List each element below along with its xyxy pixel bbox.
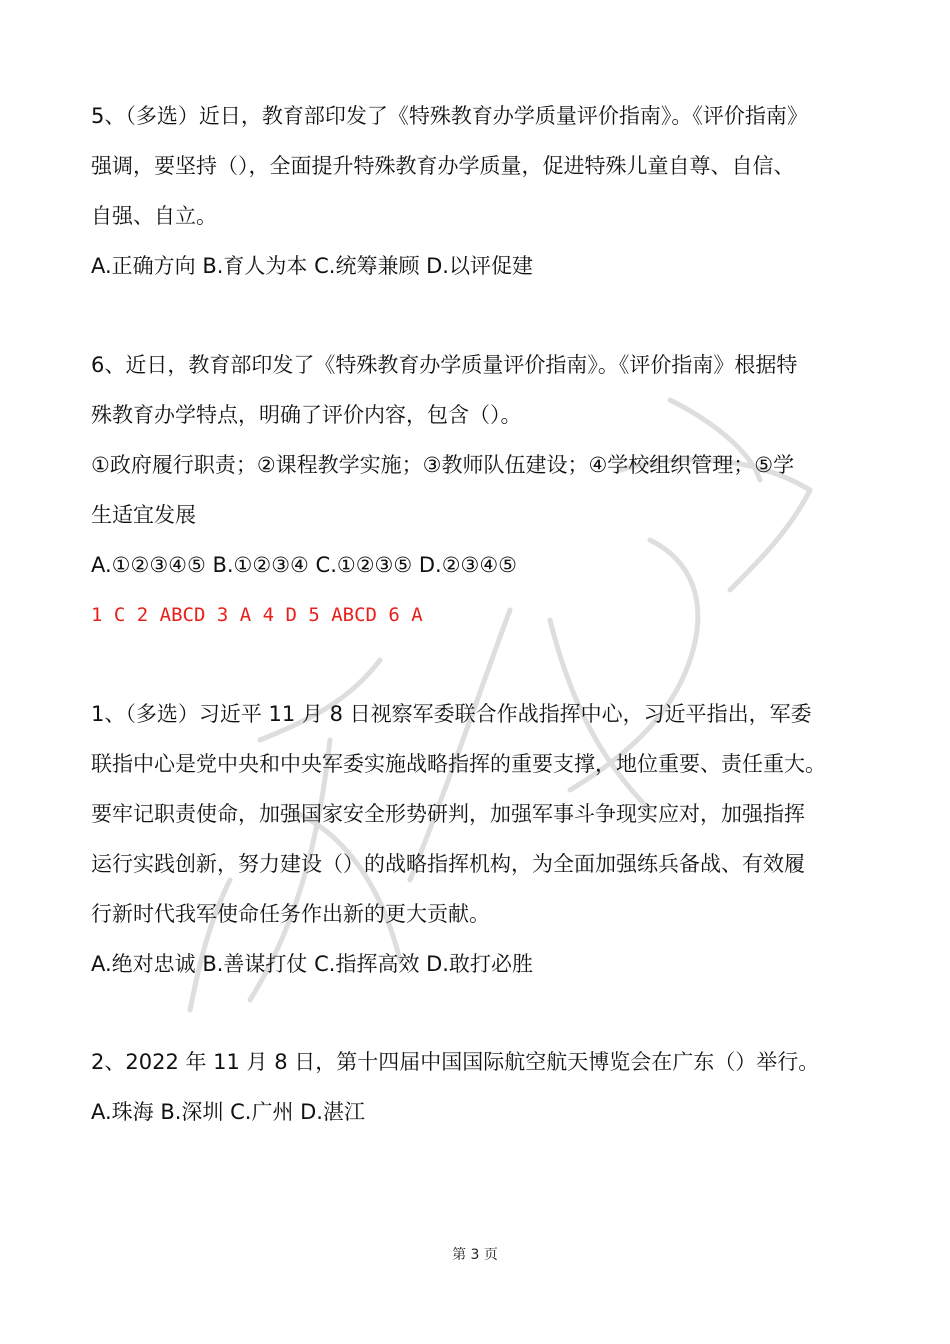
answer-key: 1 C 2 ABCD 3 A 4 D 5 ABCD 6 A [91,604,423,626]
question-5-line-2: 强调，要坚持（），全面提升特殊教育办学质量，促进特殊儿童自尊、自信、 [91,154,795,178]
question-6-line-2: 殊教育办学特点，明确了评价内容，包含（）。 [91,403,522,427]
question-1-line-4: 运行实践创新，努力建设（）的战略指挥机构，为全面加强练兵备战、有效履 [91,852,805,876]
page-number: 第 3 页 [452,1247,498,1263]
question-1-line-3: 要牢记职责使命，加强国家安全形势研判，加强军事斗争现实应对，加强指挥 [91,802,805,826]
question-1-line-5: 行新时代我军使命任务作出新的更大贡献。 [91,902,490,926]
question-1-options: A.绝对忠诚 B.善谋打仗 C.指挥高效 D.敢打必胜 [91,952,533,976]
question-5-options: A.正确方向 B.育人为本 C.统筹兼顾 D.以评促建 [91,254,533,278]
question-5-line-3: 自强、自立。 [91,204,217,228]
question-1-line-1: 1、（多选）习近平 11 月 8 日视察军委联合作战指挥中心，习近平指出，军委 [91,702,812,726]
question-6-line-3: ①政府履行职责；②课程教学实施；③教师队伍建设；④学校组织管理；⑤学 [91,453,795,477]
question-1-line-2: 联指中心是党中央和中央军委实施战略指挥的重要支撑，地位重要、责任重大。 [91,752,826,776]
question-6-options: A.①②③④⑤ B.①②③④ C.①②③⑤ D.②③④⑤ [91,553,518,577]
question-2-options: A.珠海 B.深圳 C.广州 D.湛江 [91,1100,365,1124]
question-6-line-1: 6、近日，教育部印发了《特殊教育办学质量评价指南》。《评价指南》根据特 [91,353,798,377]
question-6-line-4: 生适宜发展 [91,503,196,527]
question-5-line-1: 5、（多选）近日，教育部印发了《特殊教育办学质量评价指南》。《评价指南》 [91,104,808,128]
question-2-line-1: 2、2022 年 11 月 8 日，第十四届中国国际航空航天博览会在广东（）举行。 [91,1050,820,1074]
